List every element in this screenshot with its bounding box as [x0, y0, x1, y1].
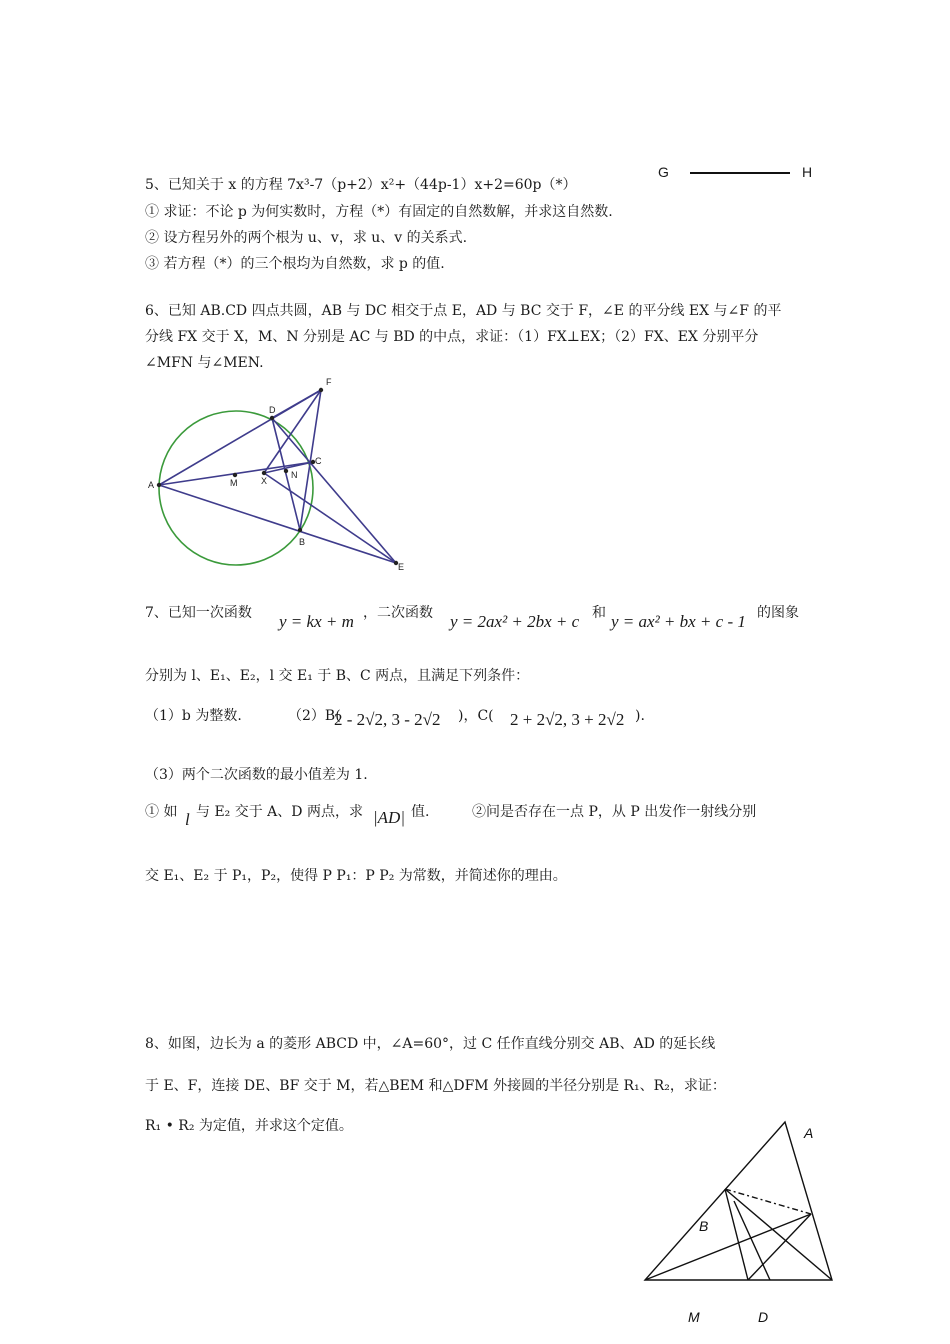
q7-cond2-suffix: ).	[635, 708, 645, 724]
q7-sep2: 和	[592, 605, 606, 621]
q7-line-last: 交 E₁、E₂ 于 P₁，P₂，使得 P P₁：P P₂ 为常数，并简述你的理由。	[145, 868, 567, 884]
label-a: A	[148, 480, 155, 490]
point-n	[284, 469, 288, 473]
label-c: C	[315, 456, 322, 466]
q7-cond2-mid: )，C(	[458, 708, 494, 724]
q5-line1: 5、已知关于 x 的方程 7x³-7（p+2）x²+（44p-1）x+2=60p（*）	[145, 177, 577, 193]
q5-line4: ③ 若方程（*）的三个根均为自然数，求 p 的值.	[145, 256, 445, 272]
q8-line2: 于 E、F，连接 DE、BF 交于 M，若△BEM 和△DFM 外接圆的半径分别是 R₁、R₂，求证：	[145, 1078, 726, 1094]
q7-part1-a: ① 如	[145, 804, 178, 820]
label-g: G	[658, 164, 669, 180]
q7-cond2-prefix: （2）B(	[288, 708, 341, 724]
q8-line3: R₁ • R₂ 为定值，并求这个定值。	[145, 1118, 353, 1134]
label-m: M	[230, 478, 238, 488]
q7-cond1: （1）b 为整数.	[145, 708, 242, 724]
point-m	[233, 473, 237, 477]
label-d: D	[758, 1309, 769, 1325]
label-f: F	[326, 377, 332, 387]
label-h: H	[802, 164, 813, 180]
label-b: B	[699, 1218, 709, 1234]
q7-sep1: ，二次函数	[363, 605, 433, 621]
point-f	[319, 388, 323, 392]
q7-formula-quadratic-2: y = ax² + bx + c - 1	[611, 612, 746, 631]
q6-line2: 分线 FX 交于 X，M、N 分别是 AC 与 BD 的中点，求证：（1）FX⊥EX；（2）FX、EX 分别平分	[145, 329, 759, 345]
q7-abs-ad: |AD|	[373, 808, 406, 827]
q7-point-b: 2 - 2√2, 3 - 2√2	[334, 710, 441, 729]
segment-a-e	[159, 485, 396, 563]
point-b	[298, 528, 302, 532]
q7-part2: ②问是否存在一点 P，从 P 出发作一射线分别	[472, 804, 757, 820]
q7-line2: 分别为 l、E₁、E₂，l 交 E₁ 于 B、C 两点，且满足下列条件：	[145, 668, 530, 684]
point-x	[262, 471, 266, 475]
q7-part1-b: 与 E₂ 交于 A、D 两点，求	[196, 804, 363, 820]
q8-line1: 8、如图，边长为 a 的菱形 ABCD 中，∠A=60°，过 C 任作直线分别交 AB、AD 的延长线	[145, 1036, 716, 1052]
q5-line3: ② 设方程另外的两个根为 u、v，求 u、v 的关系式.	[145, 230, 468, 246]
q6-line3: ∠MFN 与∠MEN.	[145, 355, 264, 371]
point-a	[157, 483, 161, 487]
gh-line	[690, 172, 790, 174]
q5-line2: ① 求证：不论 p 为何实数时，方程（*）有固定的自然数解，并求这自然数.	[145, 204, 613, 220]
label-b: B	[299, 537, 306, 547]
q7-intro: 7、已知一次函数	[145, 605, 252, 621]
label-d: D	[269, 405, 276, 415]
q7-line-l: l	[185, 810, 190, 829]
q7-cond3: （3）两个二次函数的最小值差为 1.	[145, 767, 368, 783]
segment-d-f	[272, 390, 321, 418]
label-a: A	[804, 1125, 814, 1141]
q6-line1: 6、已知 AB.CD 四点共圆，AB 与 DC 相交于点 E，AD 与 BC 交于 F，∠E 的平分线 EX 与∠F 的平	[145, 303, 782, 319]
q8-figure	[630, 1110, 860, 1332]
segment-4	[748, 1214, 811, 1280]
q7-point-c: 2 + 2√2, 3 + 2√2	[510, 710, 625, 729]
label-m: M	[688, 1309, 700, 1325]
segment-1	[725, 1189, 748, 1280]
segment-3	[645, 1214, 811, 1280]
point-d	[270, 416, 274, 420]
label-x: X	[261, 476, 268, 486]
segment-2	[725, 1189, 832, 1280]
q7-formula-quadratic-1: y = 2ax² + 2bx + c	[450, 612, 580, 631]
q6-figure	[140, 370, 430, 580]
label-e: E	[398, 562, 405, 572]
label-n: N	[291, 470, 298, 480]
q7-part1-c: 值.	[411, 804, 430, 820]
q7-tail: 的图象	[757, 605, 799, 621]
q7-formula-linear: y = kx + m	[279, 612, 354, 631]
